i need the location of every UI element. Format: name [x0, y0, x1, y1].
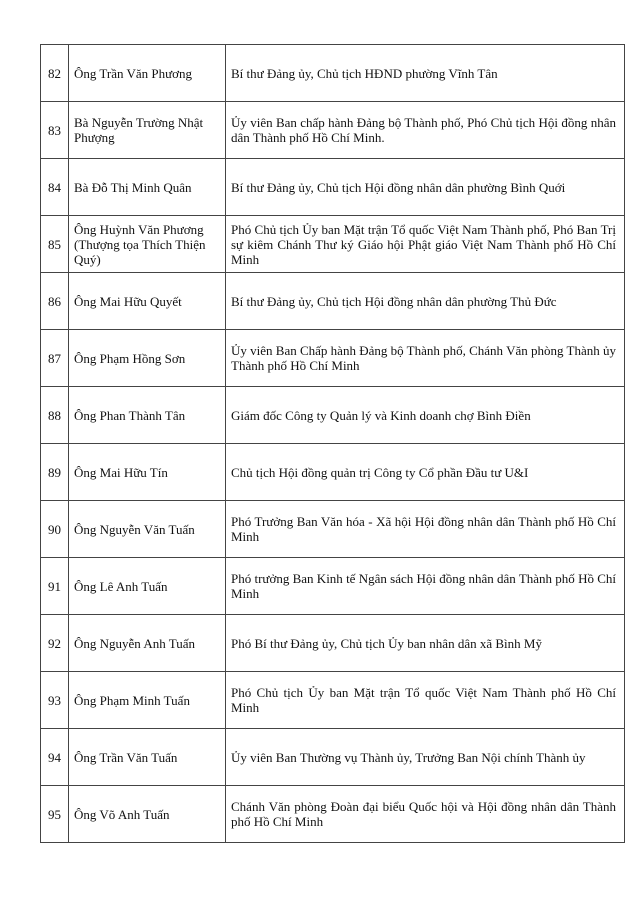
delegate-position: Giám đốc Công ty Quản lý và Kinh doanh chợ Bình Điền	[226, 387, 625, 444]
delegate-name: Ông Lê Anh Tuấn	[69, 558, 226, 615]
delegate-position: Chánh Văn phòng Đoàn đại biểu Quốc hội và Hội đồng nhân dân Thành phố Hồ Chí Minh	[226, 786, 625, 843]
delegate-position: Phó Trưởng Ban Văn hóa - Xã hội Hội đồng nhân dân Thành phố Hồ Chí Minh	[226, 501, 625, 558]
delegate-table-body	[41, 45, 625, 843]
table-row	[41, 216, 625, 273]
row-number: 82	[41, 45, 69, 102]
delegate-table	[40, 44, 625, 843]
row-number: 90	[41, 501, 69, 558]
table-row	[41, 387, 625, 444]
delegate-position: Bí thư Đảng ủy, Chủ tịch Hội đồng nhân dân phường Thủ Đức	[226, 273, 625, 330]
delegate-name: Ông Mai Hữu Quyết	[69, 273, 226, 330]
table-row	[41, 45, 625, 102]
delegate-name: Ông Phan Thành Tân	[69, 387, 226, 444]
row-number: 83	[41, 102, 69, 159]
delegate-position: Bí thư Đảng ủy, Chủ tịch Hội đồng nhân dân phường Bình Quới	[226, 159, 625, 216]
row-number: 84	[41, 159, 69, 216]
delegate-position: Phó Bí thư Đảng ủy, Chủ tịch Ủy ban nhân dân xã Bình Mỹ	[226, 615, 625, 672]
delegate-name: Ông Huỳnh Văn Phương (Thượng tọa Thích Thiện Quý)	[69, 216, 226, 273]
table-row	[41, 615, 625, 672]
row-number: 94	[41, 729, 69, 786]
delegate-name: Ông Phạm Hồng Sơn	[69, 330, 226, 387]
row-number: 93	[41, 672, 69, 729]
table-row	[41, 501, 625, 558]
delegate-position: Chủ tịch Hội đồng quản trị Công ty Cổ phần Đầu tư U&I	[226, 444, 625, 501]
row-number: 88	[41, 387, 69, 444]
table-row	[41, 159, 625, 216]
table-row	[41, 558, 625, 615]
table-row	[41, 444, 625, 501]
delegate-name: Ông Mai Hữu Tín	[69, 444, 226, 501]
delegate-name: Ông Nguyễn Văn Tuấn	[69, 501, 226, 558]
row-number: 91	[41, 558, 69, 615]
row-number: 87	[41, 330, 69, 387]
delegate-position: Bí thư Đảng ủy, Chủ tịch HĐND phường Vĩnh Tân	[226, 45, 625, 102]
delegate-position: Ủy viên Ban chấp hành Đảng bộ Thành phố, Phó Chủ tịch Hội đồng nhân dân Thành phố Hồ Chí Minh.	[226, 102, 625, 159]
delegate-position: Phó Chủ tịch Ủy ban Mặt trận Tổ quốc Việt Nam Thành phố Hồ Chí Minh	[226, 672, 625, 729]
delegate-name: Ông Trần Văn Phương	[69, 45, 226, 102]
row-number: 95	[41, 786, 69, 843]
row-number: 86	[41, 273, 69, 330]
table-row	[41, 273, 625, 330]
delegate-name: Bà Nguyễn Trường Nhật Phượng	[69, 102, 226, 159]
row-number: 85	[41, 216, 69, 273]
delegate-position: Phó trưởng Ban Kinh tế Ngân sách Hội đồng nhân dân Thành phố Hồ Chí Minh	[226, 558, 625, 615]
delegate-name: Ông Võ Anh Tuấn	[69, 786, 226, 843]
delegate-name: Ông Nguyễn Anh Tuấn	[69, 615, 226, 672]
row-number: 89	[41, 444, 69, 501]
table-row	[41, 672, 625, 729]
delegate-position: Phó Chủ tịch Ủy ban Mặt trận Tổ quốc Việt Nam Thành phố, Phó Ban Trị sự kiêm Chánh Thư ký Giáo hội Phật giáo Việt Nam Thành phố Hồ Chí Minh	[226, 216, 625, 273]
table-row	[41, 786, 625, 843]
row-number: 92	[41, 615, 69, 672]
table-row	[41, 102, 625, 159]
table-row	[41, 330, 625, 387]
delegate-position: Ủy viên Ban Thường vụ Thành ủy, Trưởng Ban Nội chính Thành ủy	[226, 729, 625, 786]
delegate-name: Bà Đỗ Thị Minh Quân	[69, 159, 226, 216]
delegate-position: Ủy viên Ban Chấp hành Đảng bộ Thành phố, Chánh Văn phòng Thành ủy Thành phố Hồ Chí Minh	[226, 330, 625, 387]
table-row	[41, 729, 625, 786]
delegate-name: Ông Phạm Minh Tuấn	[69, 672, 226, 729]
delegate-name: Ông Trần Văn Tuấn	[69, 729, 226, 786]
